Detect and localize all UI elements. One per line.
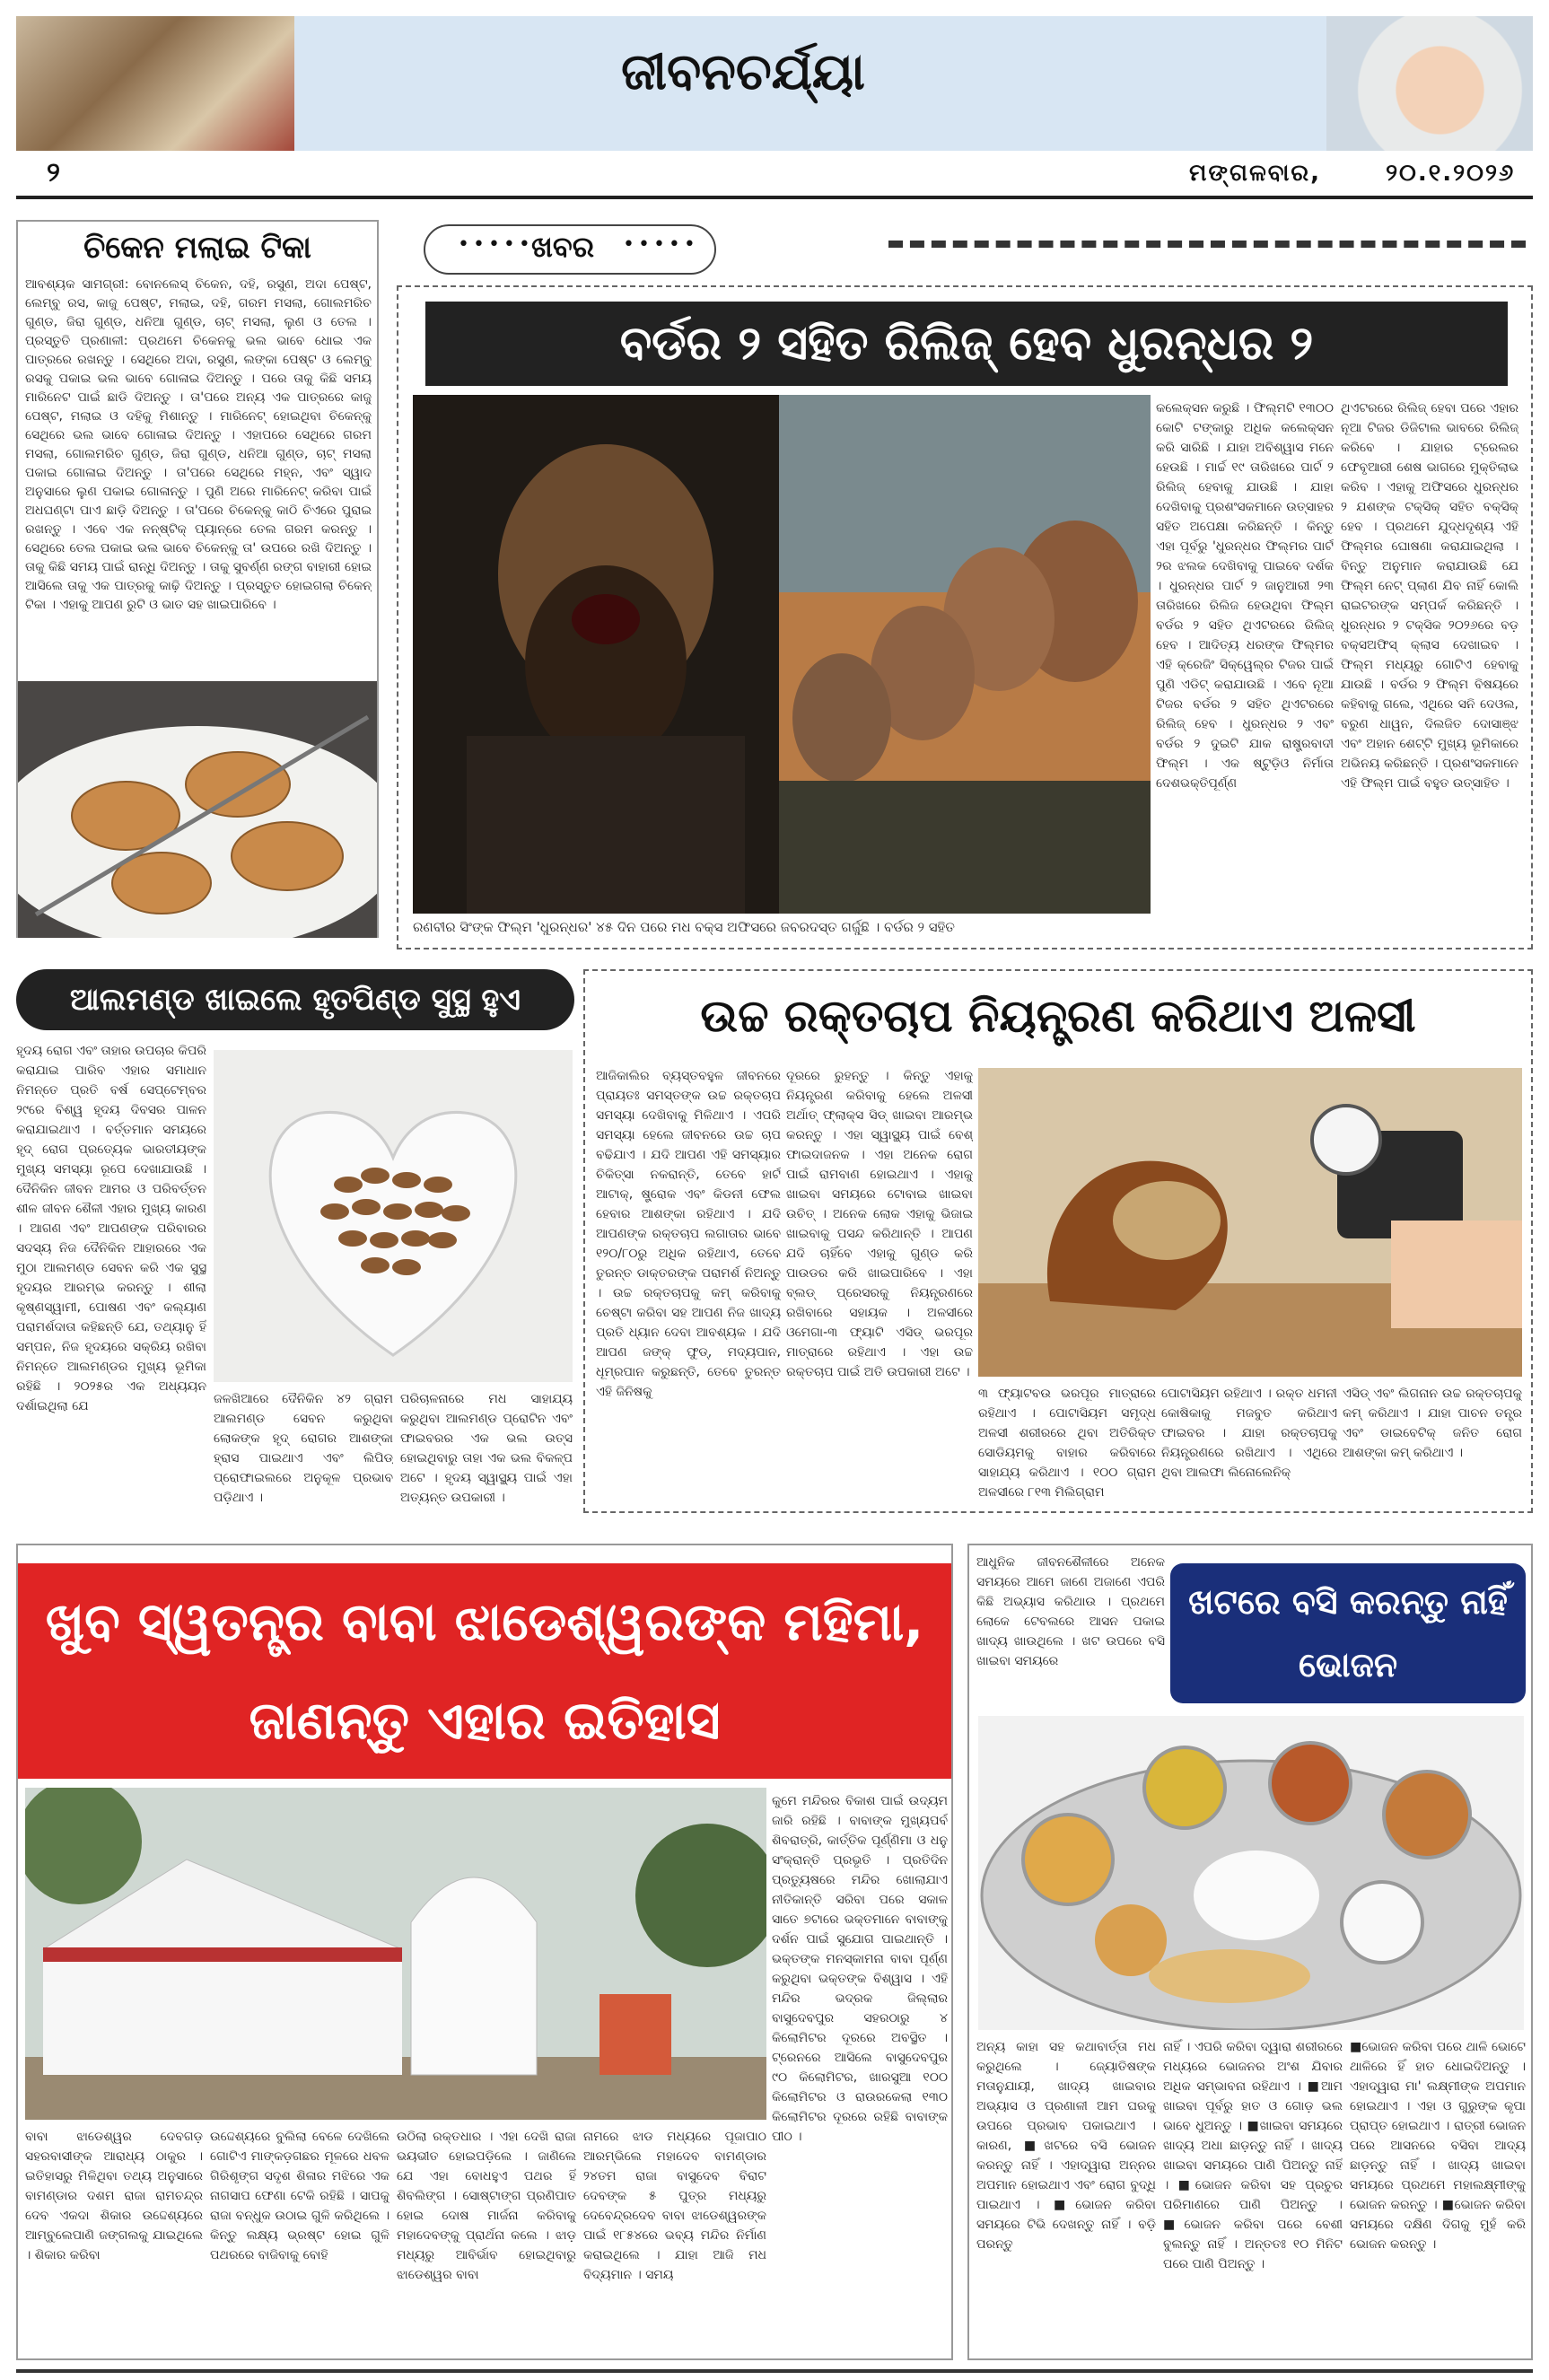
temple-side-col: କୁମେ ମନ୍ଦିରର ବିକାଶ ପାଇଁ ଉଦ୍ୟମ ଜାରି ରହିଛି । ବାବାଙ୍କ ମୁଖ୍ୟପର୍ବ ଶିବରାତ୍ରି, କାର୍ତ୍ତିକ ପୂର୍ଣ୍ଣିମା ଓ ଧନୁ ସଂକ୍ରାନ୍ତି ପ୍ରଭୃତି । ପ୍ରତିଦିନ ପ୍ରତ୍ୟୁଷରେ ମନ୍ଦିର ଖୋଲାଯାଏ ନୀତିକାନ୍ତି ସରିବା ପରେ ସକାଳ ସାତେ ୭ଟାରେ ଭକ୍ତମାନେ ବାବାଙ୍କୁ ଦର୍ଶନ ପାଇଁ ସୁଯୋଗ ପାଇଥାନ୍ତି । ଭକ୍ତଙ୍କ ମନସ୍କାମନା ବାବା ପୂର୍ଣ୍ଣ କରୁଥିବା ଭକ୍ତଙ୍କ ବିଶ୍ୱାସ । ଏହି ମନ୍ଦିର ଭଦ୍ରକ ଜିଲ୍ଲାର ବାସୁଦେବପୁର ସହରଠାରୁ ୪ କିଲୋମିଟର ଦୂରରେ ଅବସ୍ଥିତ । ଟ୍ରେନରେ ଆସିଲେ ବାସୁଦେବପୁର ୯୦ କିଲୋମିଟର, ଖାରସୁଆ ୧୦୦ କିଲୋମିଟର ଓ ରାଉରକେଲା ୧୩୦ କିଲୋମିଟର ଦୂରରେ ରହିଛି ବାବାଙ୍କ ପୀଠ । (772, 1794, 948, 2144)
dots-left: ••••• (458, 233, 534, 256)
bed-intro: ଆଧୁନିକ ଜୀବନଶୈଳୀରେ ଅନେକ ସମୟରେ ଆମେ ଜାଣେ ଅଜାଣେ ଏପରି କିଛି ଅଭ୍ୟାସ କରିଥାଉ । ପ୍ରଥମେ ଲୋକେ ଟେବଲରେ ଆସନ ପକାଇ ଖାଦ୍ୟ ଖାଉଥିଲେ । ଖଟ ଉପରେ ବସି ଖାଇବା ସମୟରେ (976, 1555, 1165, 1668)
khabar-dash-line (888, 241, 1526, 251)
dots-right: ••••• (623, 233, 699, 256)
border2-image (779, 395, 1151, 914)
dhurandhar-image (413, 395, 781, 914)
masthead (16, 16, 1533, 151)
footer-rule (16, 2369, 1533, 2373)
almond-col-1: ହୃଦୟ ରୋଗ ଏବଂ ତାହାର ଉପଚାର କିପରି କରାଯାଇ ପାରିବ ଏହାର ସମାଧାନ ନିମନ୍ତେ ପ୍ରତି ବର୍ଷ ସେପ୍ଟେମ୍ବର ୨୯ରେ ବିଶ୍ୱ ହୃଦୟ ଦିବସର ପାଳନ କରାଯାଇଥାଏ । ବର୍ତ୍ତମାନ ସମୟରେ ହୃଦ୍ ରୋଗ ପ୍ରତ୍ୟେକ ଭାରତୀୟଙ୍କ ମୁଖ୍ୟ ସମସ୍ୟା ରୂପେ ଦେଖାଯାଉଛି । ଦୈନିକିନ ଜୀବନ ଆମର ଓ ପରିବର୍ତ୍ତନ ଶୀଳ ଜୀବନ ଶୈଳୀ ଏହାର ମୁଖ୍ୟ କାରଣ । ଆଗଣ ଏବଂ ଆପଣଙ୍କ ପରିବାରର ସଦସ୍ୟ ନିଜ ଦୈନିକିନ ଆହାରରେ ଏକ ମୁଠା ଆଲମଣ୍ଡ ସେବନ କରି ଏକ ସୁସ୍ଥ ହୃଦୟର ଆରମ୍ଭ କରନ୍ତୁ । ଶୀଲା କୃଷ୍ଣସ୍ୱାମୀ, ପୋଷଣ ଏବଂ କଲ୍ୟାଣ ପରାମର୍ଶଦାତା କହିଛନ୍ତି ଯେ, ତଥ୍ୟାନୁ ହିଁ ସମ୍ପନ, ନିଜ ହୃଦୟରେ ସକ୍ରିୟ ରଖିବା ନିମନ୍ତେ ଆଲମଣ୍ଡର ମୁଖ୍ୟ ଭୂମିକା ରହିଛି । ୨୦୨୫ର ଏକ ଅଧ୍ୟୟନ ଦର୍ଶାଇଥିଲା ଯେ (16, 1044, 206, 1413)
bed-col-1: ଅନ୍ୟ କାହା ସହ କଥାବାର୍ତ୍ତା ମଧ କରୁଥିଲେ । ଜ୍ୟୋତିଷଙ୍କ ମତାନୁଯାୟୀ, ଖାଦ୍ୟ ଖାଇବାର ଅଭ୍ୟାସ ଓ ପ୍ରଣାଳୀ ଆମ ଘରକୁ ଉପରେ ପ୍ରଭାବ ପକାଇଥାଏ । କାରଣ, ■ଖଟରେ ବସି ଭୋଜନ କରନ୍ତୁ ନାହିଁ । ଏହାଦ୍ୱାରା ଅନ୍ନର ଅପମାନ ହୋଇଥାଏ ଏବଂ ରୋଗ ବୁଦ୍ଧି ପାଇଥାଏ । ■ଭୋଜନ କରିବା ସମୟରେ ଟିଭି ଦେଖନ୍ତୁ ନାହିଁ । ବଡ଼ି ପରନ୍ତୁ (976, 2040, 1156, 2252)
bed-headline: ଖଟରେ ବସି କରନ୍ତୁ ନାହିଁ ଭୋଜନ (1170, 1563, 1526, 1703)
border-caption: ରଣବୀର ସିଂଙ୍କ ଫିଲ୍ମ 'ଧୁରନ୍ଧର' ୪୫ ଦିନ ପରେ ମଧ ବକ୍ସ ଅଫିସରେ ଜବରଦସ୍ତ ଗର୍ଜୁଛି । ବର୍ଡର ୨ ସହିତ (413, 919, 955, 935)
flax-col-5: ଏସିଡ୍ ଏବଂ ଲିଗନାନ ଉଚ୍ଚ ରକ୍ତଚାପକୁ କମ୍ କରିଥାଏ । ଯାହା ପାଚନ ତନ୍ତ୍ର ଏବଂ ଡାଇବେଟିକ୍ ଜନିତ ରୋଗ ଆଶଙ୍କା କମ୍ କରିଥାଏ । (1343, 1387, 1522, 1460)
almond-image (214, 1050, 573, 1382)
flax-image (978, 1068, 1522, 1377)
almond-col-2: ଜଳଖିଆରେ ଦୈନିକିନ ୪୨ ଗ୍ରାମ ଆଲମଣ୍ଡ ସେବନ କରୁଥିବା ଲୋକଙ୍କ ହୃଦ୍ ରୋଗର ଆଶଙ୍କା ହ୍ରାସ ପାଇଥାଏ ଏବଂ ଲିପିଡ୍ ପ୍ରୋଫାଇଲରେ ଅନୁକୂଳ ପ୍ରଭାବ ପଡ଼ିଥାଏ । (214, 1392, 393, 1505)
chicken-recipe-text: ଆବଶ୍ୟକ ସାମଗ୍ରୀ: ବୋନଲେସ୍ ଚିକେନ, ଦହି, ରସୁଣ, ଅଦା ପେଷ୍ଟ, ଲେମ୍ବୁ ରସ, କାଜୁ ପେଷ୍ଟ, ମଲାଇ, ଦହି, ଗରମ ମସଲା, ଗୋଲମରିଚ ଗୁଣ୍ଡ, ଜିରା ଗୁଣ୍ଡ, ଧନିଆ ଗୁଣ୍ଡ, ଚାଟ୍ ମସଲା, ଲୁଣ ଓ ତେଲ । ପ୍ରସ୍ତୁତି ପ୍ରଣାଳୀ: ପ୍ରଥମେ ଚିକେନକୁ ଭଲ ଭାବେ ଧୋଇ ଏକ ପାତ୍ରରେ ରଖନ୍ତୁ । ସେଥିରେ ଅଦା, ରସୁଣ, ଲଙ୍କା ପେଷ୍ଟ ଓ ଲେମ୍ବୁ ରସକୁ ପକାଇ ଭଲ ଭାବେ ଗୋଳାଇ ଦିଅନ୍ତୁ । ପରେ ତାକୁ କିଛି ସମୟ ମାରିନେଟ ପାଇଁ ଛାଡି ଦିଅନ୍ତୁ । ତା'ପରେ ଅନ୍ୟ ଏକ ପାତ୍ରରେ କାଜୁ ପେଷ୍ଟ, ମଲାଇ ଓ ଦହିକୁ ମିଶାନ୍ତୁ । ମାରିନେଟ୍ ହୋଇଥିବା ଚିକେନ୍କୁ ସେଥିରେ ଭଲ ଭାବେ ଗୋଳାଇ ଦିଅନ୍ତୁ । ଏହାପରେ ସେଥିରେ ଗରମ ମସଲା, ଗୋଲମରିଚ ଗୁଣ୍ଡ, ଜିରା ଗୁଣ୍ଡ, ଧନିଆ ଗୁଣ୍ଡ, ଚାଟ୍ ମସଲା ପକାଇ ଗୋଳାଇ ଦିଅନ୍ତୁ । ତା'ପରେ ସେଥିରେ ମହ୍ନ, ଏବଂ ସ୍ୱାଦ ଅନୁସାରେ ଲୁଣ ପକାଇ ଗୋଳାନ୍ତୁ । ପୁଣି ଅରେ ମାରିନେଟ୍ କରିବା ପାଇଁ ଅଧଘଣ୍ଟା ପାଏ ଛାଡ଼ି ଦିଅନ୍ତୁ । ତା'ପରେ ଚିକେନ୍କୁ କାଠି ଚିଏରେ ପୁରାଇ ରଖନ୍ତୁ । ଏବେ ଏକ ନନ୍ଷ୍ଟିକ୍ ପ୍ୟାନ୍ରେ ତେଲ ଗରମ କରନ୍ତୁ । ସେଥିରେ ତେଲ ପକାଇ ଭଲ ଭାବେ ଚିକେନ୍କୁ ତା' ଉପରେ ରଖି ଦିଅନ୍ତୁ । ତାକୁ କିଛି ସମୟ ପାଇଁ ରାନ୍ଧି ଦିଅନ୍ତୁ । ତାକୁ ସୁବର୍ଣ୍ଣ ରଙ୍ଗ ବାହାରୀ ହୋଇ ଆସିଲେ ତାକୁ ଏକ ପାତ୍ରକୁ କାଢ଼ି ଦିଅନ୍ତୁ । ପ୍ରସ୍ତୁତ ହୋଇଗଲା ଚିକେନ୍ ଟିକା । ଏହାକୁ ଆପଣ ରୁଟି ଓ ଭାତ ସହ ଖାଇପାରିବେ । (25, 277, 372, 612)
almond-col-3: ପରିଚାଳନାରେ ମଧ ସାହାଯ୍ୟ କରୁଥିବା ଆଲମଣ୍ଡ ପ୍ରୋଟିନ ଏବଂ ଫାଇବରର ଏକ ଭଲ ଉତ୍ସ ହୋଇଥିବାରୁ ତାହା ଏକ ଭଲ ବିକଳ୍ପ ଅଟେ । ହୃଦୟ ସ୍ୱାସ୍ଥ୍ୟ ପାଇଁ ଏହା ଅତ୍ୟନ୍ତ ଉପକାରୀ । (400, 1392, 573, 1505)
bed-col-2: ନାହିଁ । ଏପରି କରିବା ଦ୍ୱାରା ଶରୀରରେ ମଧ୍ୟରେ ଭୋଜନର ଅଂଶ ଯିବାର ଅଧିକ ସମ୍ଭାବନା ରହିଥାଏ । ■ଆମ ଖାଇବା ପୂର୍ବରୁ ହାତ ଓ ଗୋଡ଼ ଭଲ ଭାବେ ଧୁଅନ୍ତୁ । ■ଖାଇବା ସମୟରେ ଖାଦ୍ୟ ଅଧା ଛାଡ଼ନ୍ତୁ ନାହିଁ । ଖାଦ୍ୟ ଖାଇବା ସମୟରେ ପାଣି ପିଅନ୍ତୁ ନାହିଁ । ■ଭୋଜନ କରିବା ସହ ପ୍ରଚୁର ପରିମାଣରେ ପାଣି ପିଅନ୍ତୁ । ■ଭୋଜନ କରିବା ପରେ ବେଶୀ ବୁଲନ୍ତୁ ନାହିଁ । ଅନ୍ତତଃ ୧୦ ମିନିଟ ପରେ ପାଣି ପିଅନ୍ତୁ । (1163, 2040, 1343, 2271)
dateline (1189, 160, 1515, 188)
flax-col-4: ପୋଟାସିୟମ ରହିଥାଏ । ରକ୍ତ ଧମନୀ କୋଷିକାକୁ ମଜବୁତ କରିଥାଏ ଫାଇବର । ଯାହା ରକ୍ତଚାପକୁ ନିୟନ୍ତ୍ରଣରେ ରଖିଥାଏ । ଏଥିରେ ଥିବା ଆଲଫା ଲିନୋଲେନିକ୍ (1161, 1387, 1337, 1480)
header-rule (16, 196, 1533, 199)
border-col-2: ଥିଏଟରରେ ରିଲିଜ୍ ହେବା ପରେ ଏହାର ନୂଆ ଟିଜର ଡିଜିଟାଲ ଭାବରେ ରିଲିଜ୍ କରିବେ । ଯାହାର ଟ୍ରେଲର ଫେବୃଆରୀ ଶେଷ ଭାଗରେ ମୁକ୍ତିଲାଭ କରିବ । ଏହାକୁ ଅଫିସରେ ଧୁରନ୍ଧର ୨ ଯଶଙ୍କ ଟକ୍ସିକ୍ ସହିତ ବକ୍ସିକ୍ ହେବ । ପ୍ରଥମେ ଯୁଦ୍ଧଦୃଶ୍ୟ ଏହି ଫିଲ୍ମର ଘୋଷଣା କରାଯାଇଥିଲା । ବିନ୍ତୁ ଅନୁମାନ କରାଯାଉଛି ଯେ ଫିଲ୍ମ ନେଟ୍ ପ୍ଲାଣ ଯିବ ନାହିଁ କୋଲି ରାଇଟରଙ୍କ ସମ୍ପର୍କ କରିଛନ୍ତି । ଧୁରନ୍ଧର ୨ ଟକ୍ସିକ ୨୦୨୬ରେ ବଡ଼ ବକ୍ସଅଫିସ୍ କ୍ଲାସ ଦେଖାଇବ । ଫିଲ୍ମ ମଧ୍ୟରୁ ଗୋଟିଏ ହେବାକୁ ଯାଉଛି । ବର୍ଡର ୨ ଫିଲ୍ମ ବିଷୟରେ କହିବାକୁ ଗଲେ, ଏଥିରେ ସନି ଦେଓଲ, ବରୁଣ ଧାୱନ, ଦିଲଜିତ ଦୋସାଞ୍ଝ ଏବଂ ଅହାନ ଶେଟ୍ଟି ମୁଖ୍ୟ ଭୂମିକାରେ ଅଭିନୟ କରିଛନ୍ତି । ପ୍ରଶଂସକମାନେ ଏହି ଫିଲ୍ମ ପାଇଁ ବହୁତ ଉତ୍ସାହିତ । (1341, 401, 1518, 791)
chicken-tikka-image (18, 681, 377, 938)
section-title: ଜୀବନଚର୍ଯ୍ୟା (621, 43, 865, 101)
temple-col-3: ଉଠିଲା ରକ୍ତଧାର । ଏହା ଦେଖି ରାଜା ଭୟଭୀତ ହୋଇପଡ଼ିଲେ । ଜାଣିଲେ ଯେ ଏହା ବୋଧହୁଏ ପଥର ହିଁ ଶିବଲିଙ୍ଗ । ସୋଷ୍ଟାଙ୍ଗ ପ୍ରଣିପାତ ହୋଇ ଦୋଷ ମାର୍ଜନା କରିବାକୁ ମହାଦେବଙ୍କୁ ପ୍ରାର୍ଥନା କଲେ । ଝାଡ଼ ମଧ୍ୟରୁ ଆବିର୍ଭାବ ହୋଇଥିବାରୁ ଝାଡେଶ୍ୱର ବାବା (397, 2130, 576, 2282)
temple-headline: ଖୁବ ସ୍ୱତନ୍ତ୍ର ବାବା ଝାଡେଶ୍ୱରଙ୍କ ମହିମା, ଜାଣନ୍ତୁ ଏହାର ଇତିହାସ (18, 1563, 951, 1779)
border-headline: ବର୍ଡର ୨ ସହିତ ରିଲିଜ୍ ହେବ ଧୁରନ୍ଧର ୨ (425, 302, 1508, 386)
page-number: ୨ (47, 157, 60, 188)
khabar-label: ଖବର (531, 230, 595, 264)
flax-col-1: ଆଜିକାଲିର ବ୍ୟସ୍ତବହୁଳ ଜୀବନରେ ପ୍ରାୟତଃ ସମସ୍ତଙ୍କ ଉଚ୍ଚ ରକ୍ତଚାପ ସମସ୍ୟା ଦେଖିବାକୁ ମିଳିଥାଏ । ଏପରି ସମସ୍ୟା ହେଲେ ଜୀବନରେ ଉଚ୍ଚ ଚାପ ବଢିଯାଏ । ଯଦି ଆପଣ ଏହି ସମସ୍ୟାର ଚିକିତ୍ସା ନକରାନ୍ତି, ତେବେ ହାର୍ଟ ଆଟାକ୍, ଷ୍ଟ୍ରୋକ ଏବଂ କିଡନୀ ଫେଲ ହେବାର ଆଶଙ୍କା ରହିଥାଏ । ଯଦି ଆପଣଙ୍କ ରକ୍ତଚାପ ଲଗାତାର ଭାବେ ୧୨୦/୮୦ରୁ ଅଧିକ ରହିଥାଏ, ତେବେ ତୁରନ୍ତ ଡାକ୍ତରଙ୍କ ପରାମର୍ଶ ନିଅନ୍ତୁ । ଉଚ୍ଚ ରକ୍ତଚାପକୁ କମ୍ କରିବାକୁ ଚେଷ୍ଟା କରିବା ସହ ଆପଣ ନିଜ ଖାଦ୍ୟ ପ୍ରତି ଧ୍ୟାନ ଦେବା ଆବଶ୍ୟକ । ଯଦି ଆପଣ ଜଙ୍କ୍ ଫୁଡ୍, ମଦ୍ୟପାନ, ଧୂମ୍ରପାନ କରୁଛନ୍ତି, ତେବେ ତୁରନ୍ତ ଏହି ଜିନିଷକୁ (596, 1069, 781, 1399)
flax-story-box (583, 969, 1533, 1513)
day: ମଙ୍ଗଳବାର, (1189, 160, 1321, 187)
chicken-recipe-title: ଚିକେନ ମଲାଇ ଟିକା (83, 230, 311, 266)
temple-story-box (16, 1544, 953, 2360)
almond-headline: ଆଲମଣ୍ଡ ଖାଇଲେ ହୃତପିଣ୍ଡ ସୁସ୍ଥ ହୁଏ (16, 969, 574, 1030)
flax-col-2: ଦୂରରେ ରୁହନ୍ତୁ । କିନ୍ତୁ ଏହାକୁ ନିୟନ୍ତ୍ରଣ କରିବାକୁ ହେଲେ ଅଳସୀ ଅର୍ଥାତ୍ ଫ୍ଲାକ୍ସ ସିଡ୍ ଖାଇବା ଆରମ୍ଭ କରନ୍ତୁ । ଏହା ସ୍ୱାସ୍ଥ୍ୟ ପାଇଁ ବେଶ୍ ଫାଇଦାଜନକ । ଏହା ଅନେକ ରୋଗ ପାଇଁ ରାମବାଣ ହୋଇଥାଏ । ଏହାକୁ ଖାଇବା ସମୟରେ ଟୋବାଇ ଖାଇବା ଉଚିତ୍ । ଅନେକ ଲୋକ ଏହାକୁ ଭିଜାଇ ଖାଇବାକୁ ପସନ୍ଦ କରିଥାନ୍ତି । ଆପଣ ଯଦି ଚାହିଁବେ ଏହାକୁ ଗୁଣ୍ଡ କରି ପାଉଡର କରି ଖାଇପାରିବେ । ଏହା ବ୍ଲଡ୍ ପ୍ରେସରକୁ ନିୟନ୍ତ୍ରଣରେ ରଖିବାରେ ସହାୟକ । ଅଳସୀରେ ଓମେଗା-୩ ଫ୍ୟାଟି ଏସିଡ୍ ଭରପୂର ମାତ୍ରାରେ ରହିଥାଏ । ଏହା ଉଚ୍ଚ ରକ୍ତଚାପ ପାଇଁ ଅତି ଉପକାରୀ ଅଟେ । (786, 1069, 973, 1379)
thali-image (978, 1716, 1524, 2030)
khabar-label-box (424, 224, 716, 275)
masthead-food-image (16, 16, 294, 151)
bed-col-3: ■ଭୋଜନ କରିବା ପରେ ଥାଳି ଭୋଟେ ଥାଳିରେ ହିଁ ହାତ ଧୋଇଦିଅନ୍ତୁ । ଏହାଦ୍ୱାରା ମା' ଲକ୍ଷ୍ମୀଙ୍କ ଅପମାନ ହୋଇଥାଏ । ଏହା ଓ ଗୁରୁଙ୍କ କୃପା ପ୍ରାପ୍ତ ହୋଇଥାଏ । ରାତ୍ରୀ ଭୋଜନ ପରେ ଆସନରେ ବସିବା ଆଦ୍ୟ ଛାଡ଼ନ୍ତୁ ନାହିଁ । ଖାଦ୍ୟ ଖାଇବା ସମୟରେ ପ୍ରଥମେ ମହାଲକ୍ଷ୍ମୀଙ୍କୁ ଭୋଜନ କରନ୍ତୁ । ■ଭୋଜନ କରିବା ସମୟରେ ଦକ୍ଷିଣ ଦିଗକୁ ମୁହଁ କରି ଭୋଜନ କରନ୍ତୁ । (1350, 2040, 1526, 2252)
flax-headline: ଉଚ୍ଚ ରକ୍ତଚାପ ନିୟନ୍ତ୍ରଣ କରିଥାଏ ଅଳସୀ (700, 990, 1416, 1042)
temple-col-1: ବାବା ଝାଡେଶ୍ୱର ଦେବଗଡ଼ ସହରବାସୀଙ୍କ ଆରାଧ୍ୟ ଠାକୁର । ଇତିହାସରୁ ମିଳିଥିବା ତଥ୍ୟ ଅନୁସାରେ ବାମଣ୍ଡାର ଦଶମ ରାଜା ରାମଚନ୍ଦ୍ର ଦେବ ଏକଦା ଶିକାର ଉଦ୍ଦେଶ୍ୟରେ ଆମ୍ବୁଲେପାଣି ଜଙ୍ଗଲକୁ ଯାଇଥିଲେ । ଶିକାର କରିବା (25, 2130, 203, 2262)
masthead-face-image (1326, 16, 1533, 151)
border-story-box (397, 285, 1533, 949)
chicken-recipe-box (16, 220, 379, 938)
date: ୨୦.୧.୨୦୨୬ (1386, 160, 1516, 187)
temple-col-4: ନାମରେ ଝାଡ ମଧ୍ୟରେ ପୂଜାପାଠ ଆରମ୍ଭିଲେ ମହାଦେବ ବାମଣ୍ଡାର ୨୪ତମ ରାଜା ବାସୁଦେବ ବିରାଟ ଦେବଙ୍କ ୫ ପୁତ୍ର ମଧ୍ୟରୁ ଦେବେନ୍ଦ୍ରଦେବ ବାବା ଝାଡେଶ୍ୱରଙ୍କ ପାଇଁ ୧୮୫୪ରେ ଭବ୍ୟ ମନ୍ଦିର ନିର୍ମାଣ କରାଇଥିଲେ । ଯାହା ଆଜି ମଧ ବିଦ୍ୟମାନ । ସମୟ (583, 2130, 766, 2282)
temple-image (25, 1788, 766, 2120)
border-col-1: କଲେକ୍ସନ କରୁଛି । ଫିଲ୍ମଟି ୧୩୦୦ କୋଟି ଟଙ୍କାରୁ ଅଧିକ କଲେକ୍ସନ କରି ସାରିଛି । ଯାହା ଅବିଶ୍ୱାସ ମନେ ହେଉଛି । ମାର୍ଚ୍ଚ ୧୯ ତାରିଖରେ ପାର୍ଟ ୨ ରିଲିଜ୍ ହେବାକୁ ଯାଉଛି । ଯାହା ଦେଖିବାକୁ ପ୍ରଶଂସକମାନେ ଉତ୍ସାହର ସହିତ ଅପେକ୍ଷା କରିଛନ୍ତି । କିନ୍ତୁ ଏହା ପୂର୍ବରୁ 'ଧୁରନ୍ଧର ଫିଲ୍ମର ପାର୍ଟ ୨ର ଝଲକ ଦେଖିବାକୁ ପାଇବେ ଦର୍ଶକ । ଧୁରନ୍ଧର ପାର୍ଟ ୨ ଜାନୁଆରୀ ୨୩ ତାରିଖରେ ରିଲିଜ ହେଉଥିବା ଫିଲ୍ମ ବର୍ଡର ୨ ସହିତ ଥିଏଟରରେ ରିଲିଜ୍ ହେବ । ଆଦିତ୍ୟ ଧରଙ୍କ ଫିଲ୍ମର ଏହି କ୍ରେଜିଂ ସିକ୍ୱେଲ୍ର ଟିଜର ପାଇଁ ପୁଣି ଏଡିଟ୍ କରାଯାଉଛି । ଏବେ ନୂଆ ଟିଜର ବର୍ଡର ୨ ସହିତ ଥିଏଟରରେ ରିଲିଜ୍ ହେବ । ଧୁରନ୍ଧର ୨ ଏବଂ ବର୍ଡର ୨ ଦୁଇଟି ଯାକ ରାଷ୍ଟ୍ରବାଦୀ ଫିଲ୍ମ । ଏକ ଷ୍ଟୁଡ଼ିଓ ନିର୍ମାତା ଦେଶଭକ୍ତିପୂର୍ଣ୍ଣ (1156, 401, 1334, 791)
temple-col-2: ଉଦ୍ଦେଶ୍ୟରେ ବୁଲିଲା ବେଳେ ଦେଖିଲେ ଗୋଟିଏ ମାଙ୍କଡ଼ଗଛର ମୂଳରେ ଧବଳ ଗିରିଶୃଙ୍ଗ ସଦୃଶ ଶିଳାର ମଝିରେ ଏକ ନାଗସାପ ଫେଣା ଟେକି ରହିଛି । ସାପକୁ ରାଜା ବନ୍ଧୁକ ଉଠାଇ ଗୁଳି କରିଥିଲେ । କିନ୍ତୁ ଲକ୍ଷ୍ୟ ଭ୍ରଷ୍ଟ ହୋଇ ଗୁଳି ପଥରରେ ବାଜିବାକୁ ବୋହି (210, 2130, 389, 2262)
flax-col-3: ୩ ଫ୍ୟାଟବଉ ଭରପୂର ମାତ୍ରାରେ ରହିଥାଏ । ପୋଟାସିୟମ ସମୃଦ୍ଧ ଅଳସୀ ଶରୀରରେ ଥିବା ଅତିରିକ୍ତ ସୋଡିୟମକୁ ବାହାର କରିବାରେ ସାହାଯ୍ୟ କରିଥାଏ । ୧୦୦ ଗ୍ରାମ ଅଳସୀରେ ୮୧୩ ମିଲିଗ୍ରାମ (978, 1387, 1156, 1500)
bed-story-box (967, 1544, 1533, 2360)
